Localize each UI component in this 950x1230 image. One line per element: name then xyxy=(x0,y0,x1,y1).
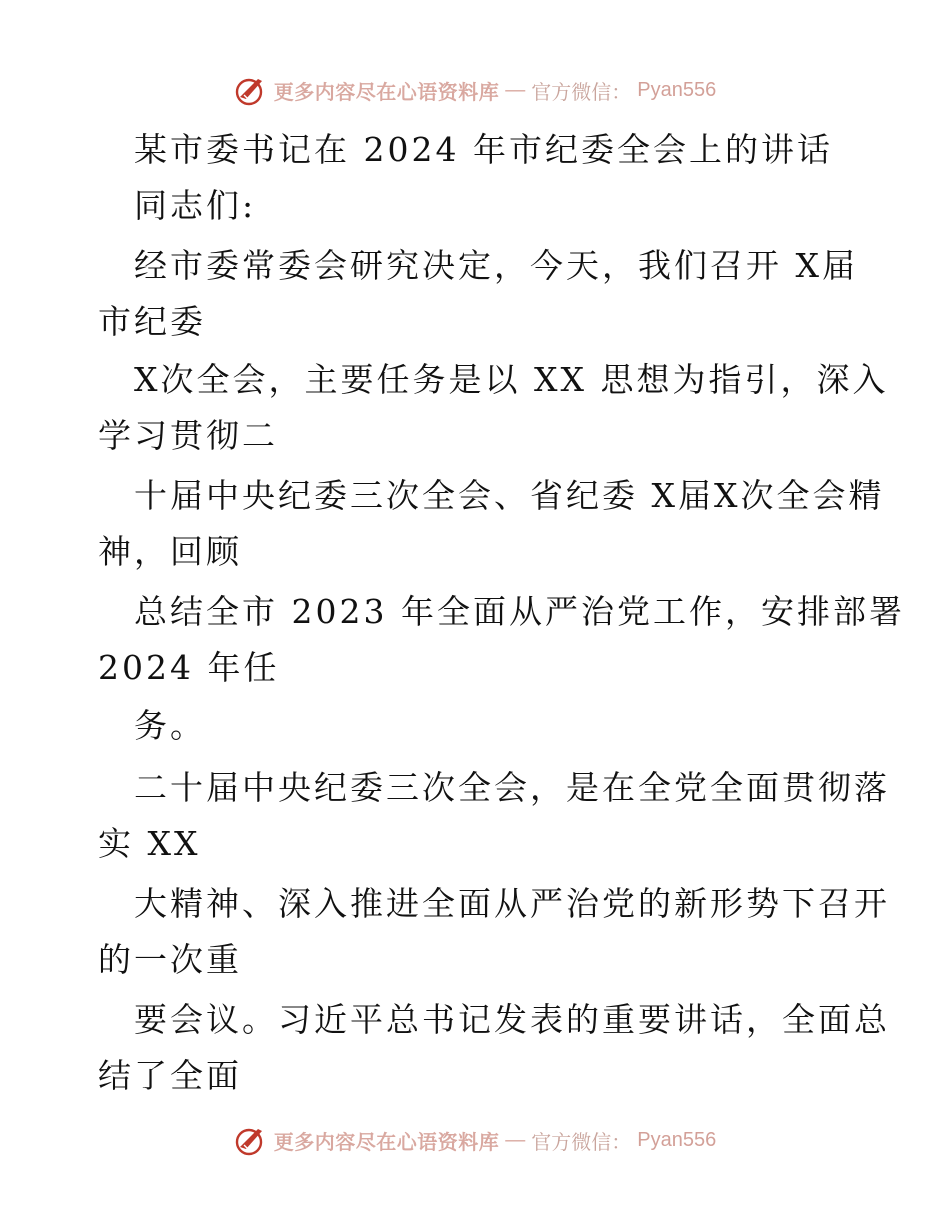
text-line: 的一次重 xyxy=(98,940,242,979)
text-line: 神，回顾 xyxy=(98,532,242,571)
text-line: 经市委常委会研究决定，今天，我们召开 X届 xyxy=(134,246,858,285)
quill-logo-icon xyxy=(234,73,268,107)
text-line: 务。 xyxy=(134,706,206,745)
footer-watermark-banner xyxy=(0,1120,950,1160)
watermark-group xyxy=(234,73,716,107)
watermark-separator: — xyxy=(505,1128,526,1151)
text-line: 2024 年任 xyxy=(98,648,280,687)
text-line: 总结全市 2023 年全面从严治党工作，安排部署 xyxy=(134,592,905,631)
document-title: 某市委书记在 2024 年市纪委全会上的讲话 xyxy=(134,130,833,169)
text-line: 学习贯彻二 xyxy=(98,416,278,455)
watermark-wechat-id: Pyan556 xyxy=(637,1128,717,1151)
watermark-title: 更多内容尽在心语资料库 xyxy=(273,1129,500,1154)
text-line: 二十届中央纪委三次全会，是在全党全面贯彻落 xyxy=(134,768,890,807)
quill-logo-icon xyxy=(234,1123,268,1157)
watermark-separator: — xyxy=(505,78,526,101)
text-line: 市纪委 xyxy=(98,302,206,341)
text-line: X次全会，主要任务是以 XX 思想为指引，深入 xyxy=(134,360,889,399)
text-line: 要会议。习近平总书记发表的重要讲话，全面总 xyxy=(134,1000,890,1039)
text-line: 结了全面 xyxy=(98,1056,242,1095)
watermark-wechat-id: Pyan556 xyxy=(637,78,717,101)
text-line: 十届中央纪委三次全会、省纪委 X届X次全会精 xyxy=(134,476,885,515)
text-line: 大精神、深入推进全面从严治党的新形势下召开 xyxy=(134,884,890,923)
salutation: 同志们: xyxy=(134,186,257,225)
watermark-wechat-label: 官方微信： xyxy=(531,1129,632,1154)
watermark-title: 更多内容尽在心语资料库 xyxy=(273,79,500,104)
watermark-group xyxy=(234,1123,716,1157)
text-line: 实 XX xyxy=(98,824,201,863)
watermark-wechat-label: 官方微信： xyxy=(531,79,632,104)
header-watermark-banner xyxy=(0,70,950,110)
